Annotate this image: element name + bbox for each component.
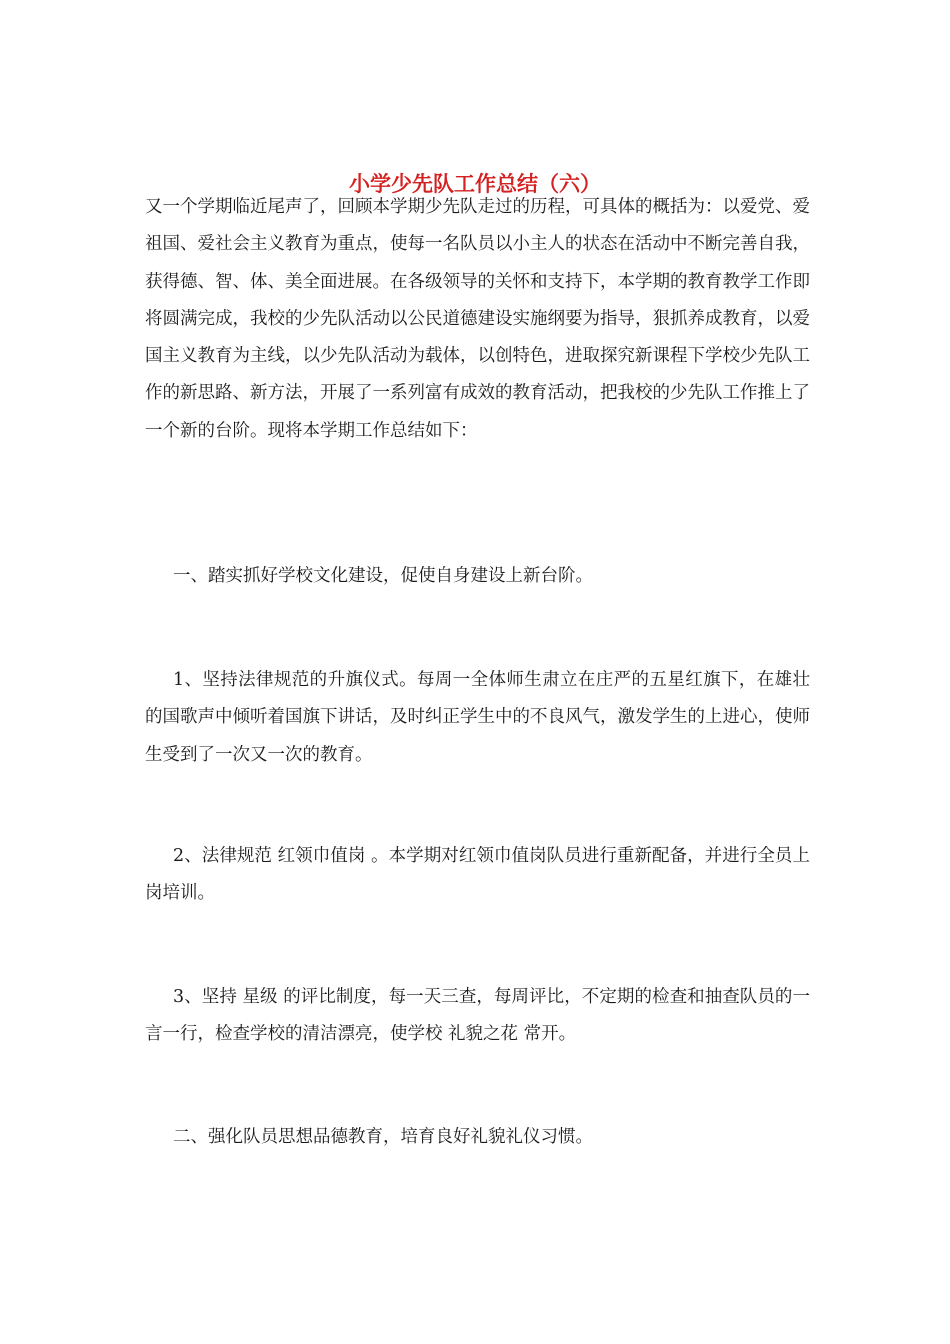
document-title: 小学少先队工作总结（六）	[349, 171, 601, 197]
section-1-heading: 一、踏实抓好学校文化建设，促使自身建设上新台阶。	[173, 566, 593, 586]
item-2-paragraph: 2、法律规范 红领巾值岗 。本学期对红领巾值岗队员进行重新配备，并进行全员上岗培训。	[145, 846, 810, 904]
item-1-paragraph: 1、坚持法律规范的升旗仪式。每周一全体师生肃立在庄严的五星红旗下，在雄壮的国歌声中倾听着国旗下讲话，及时纠正学生中的不良风气，激发学生的上进心，使师生受到了一次又一次的教育。	[145, 670, 810, 765]
intro-paragraph: 又一个学期临近尾声了，回顾本学期少先队走过的历程，可具体的概括为：以爱党、爱祖国、爱社会主义教育为重点，使每一名队员以小主人的状态在活动中不断完善自我，获得德、智、体、美全面进展。在各级领导的关怀和支持下，本学期的教育教学工作即将圆满完成，我校的少先队活动以公民道德建设实施纲要为指导，狠抓养成教育，以爱国主义教育为主线，以少先队活动为载体，以创特色，进取探究新课程下学校少先队工作的新思路、新方法，开展了一系列富有成效的教育活动，把我校的少先队工作推上了一个新的台阶。现将本学期工作总结如下：	[145, 197, 810, 441]
item-3-paragraph: 3、坚持 星级 的评比制度，每一天三查，每周评比，不定期的检查和抽查队员的一言一行，检查学校的清洁漂亮，使学校 礼貌之花 常开。	[145, 987, 810, 1045]
section-2-heading: 二、强化队员思想品德教育，培育良好礼貌礼仪习惯。	[173, 1127, 593, 1147]
